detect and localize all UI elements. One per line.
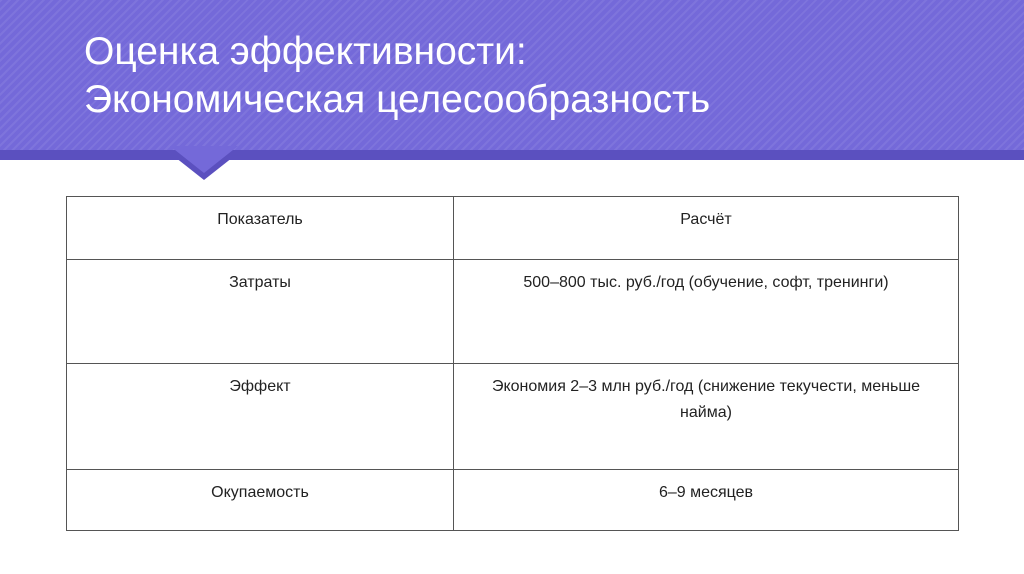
efficiency-table bbox=[66, 196, 959, 531]
table-header-row bbox=[67, 197, 959, 260]
header-calculation: Расчёт bbox=[454, 197, 959, 260]
row-costs-label: Затраты bbox=[67, 260, 454, 364]
banner-bottom-edge bbox=[0, 150, 1024, 160]
row-payback-label: Окупаемость bbox=[67, 470, 454, 531]
row-effect-label: Эффект bbox=[67, 364, 454, 470]
row-costs-value: 500–800 тыс. руб./год (обучение, софт, тренинги) bbox=[454, 260, 959, 364]
slide-title-line-2: Экономическая целесообразность bbox=[84, 78, 711, 121]
slide-title bbox=[84, 28, 984, 124]
header-indicator: Показатель bbox=[67, 197, 454, 260]
slide-title-line-1: Оценка эффективности: bbox=[84, 30, 527, 73]
table-row bbox=[67, 260, 959, 364]
banner-pointer bbox=[170, 146, 238, 173]
row-effect-value: Экономия 2–3 млн руб./год (снижение текучести, меньше найма) bbox=[454, 364, 959, 470]
table-row bbox=[67, 470, 959, 531]
row-payback-value: 6–9 месяцев bbox=[454, 470, 959, 531]
table-row bbox=[67, 364, 959, 470]
